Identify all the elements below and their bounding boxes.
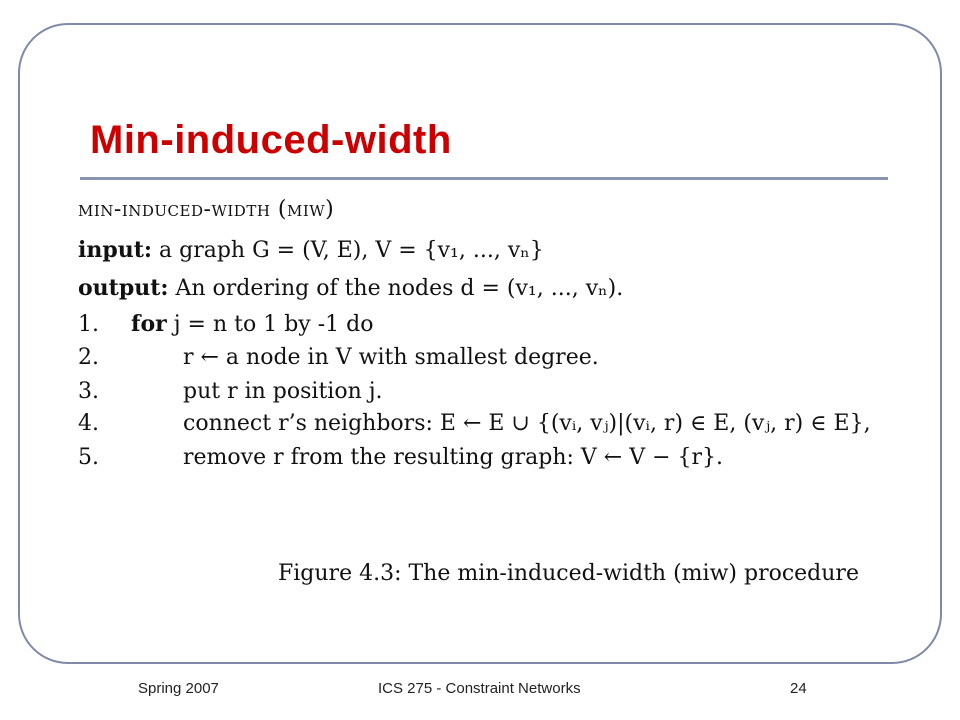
input-label: input: [78,237,153,263]
input-text: a graph G = (V, E), V = {v₁, ..., vₙ} [159,238,544,263]
step-text: r ← a node in V with smallest degree. [183,345,599,370]
step-number: 1. [78,312,99,337]
footer-course: ICS 275 - Constraint Networks [378,680,581,697]
step-text: connect r’s neighbors: E ← E ∪ {(vᵢ, vⱼ)|(vᵢ, r) ∈ E, (vⱼ, r) ∈ E}, [183,411,871,436]
step-text: j = n to 1 by -1 do [173,312,374,337]
step-3 [78,377,383,407]
step-keyword: for [131,311,167,337]
step-1 [78,309,373,339]
page-number: 24 [790,680,807,697]
title-underline [80,177,888,180]
step-number: 4. [78,411,99,436]
step-5 [78,443,723,473]
algorithm-input [78,235,544,265]
step-number: 5. [78,445,99,470]
slide-title: Min-induced-width [90,118,452,162]
figure-caption: Figure 4.3: The min-induced-width (miw) procedure [278,561,859,586]
output-label: output: [78,275,169,301]
step-4 [78,409,871,439]
step-text: put r in position j. [183,379,383,404]
algorithm-output [78,273,623,303]
step-number: 3. [78,379,99,404]
output-text: An ordering of the nodes d = (v₁, ..., vₙ). [175,276,624,301]
footer-date: Spring 2007 [138,680,219,697]
algorithm-name: min-induced-width (miw) [78,197,335,222]
step-number: 2. [78,345,99,370]
step-text: remove r from the resulting graph: V ← V − {r}. [183,445,724,470]
step-2 [78,343,599,373]
